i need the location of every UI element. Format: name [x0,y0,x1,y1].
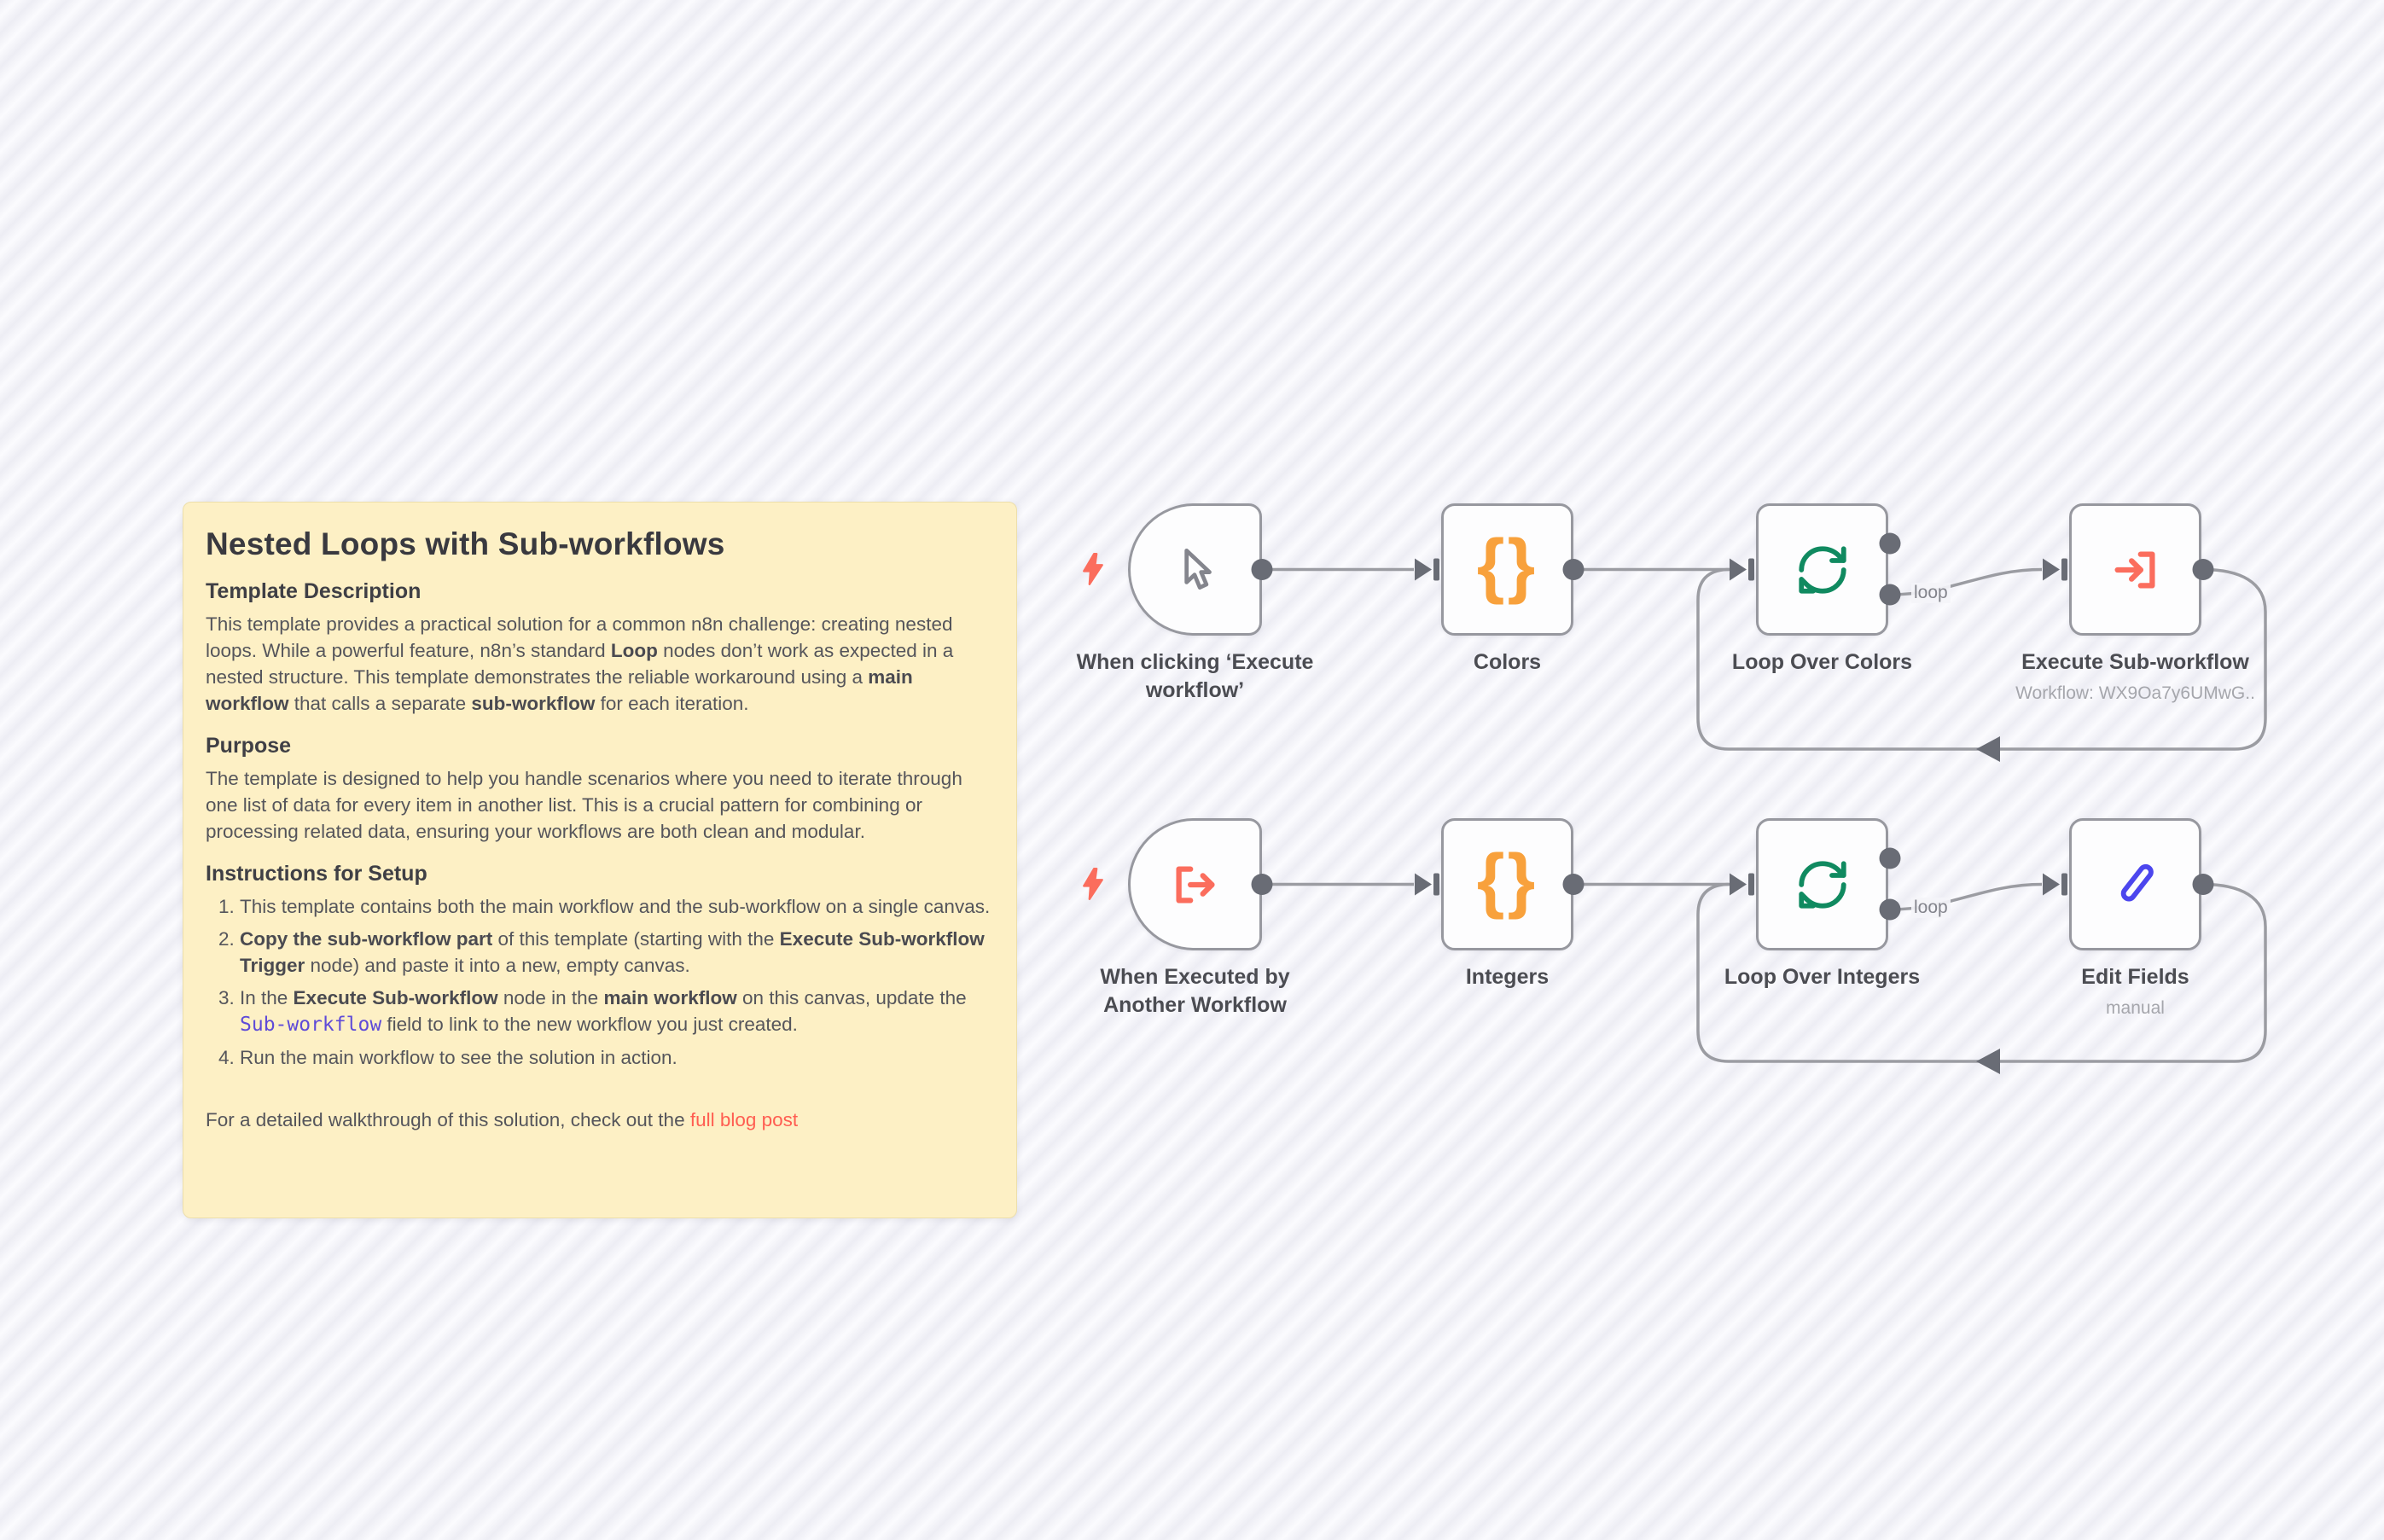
node-label: Colors [1473,650,1542,674]
node-label: Loop Over Integers [1724,965,1921,989]
execute-subworkflow-icon [2109,543,2162,596]
sticky-note-body [206,579,991,1133]
node-shape [1441,503,1573,636]
braces-icon: {} [1476,839,1538,920]
braces-icon: {} [1476,524,1538,605]
node-loop-over-integers[interactable] [1724,818,1921,989]
note-list-item: 4. Run the main workflow to see the solution in action. [240,1044,991,1071]
note-heading: Purpose [206,734,292,758]
node-shape [1756,818,1888,950]
note-list-item: 1. This template contains both the main workflow and the sub-workflow on a single canvas. [240,893,991,920]
node-edit-fields[interactable] [2069,818,2201,1018]
node-integers[interactable] [1441,818,1573,989]
sticky-note[interactable] [183,502,1017,1218]
pencil-icon [2109,858,2162,911]
node-loop-over-colors[interactable] [1731,503,1913,674]
node-manual-trigger[interactable] [1076,503,1314,702]
node-execute-subworkflow[interactable] [2015,503,2255,703]
note-paragraph: This template provides a practical solution for a common n8n challenge: creating nested loops. While a powerful feature, n8n’s standard Loop nodes don’t work as expected in a nested structure. This template demonstrates the reliable workaround using a main workflow that calls a separate sub-workflow for each iteration. [206,613,954,714]
blog-post-link[interactable]: full blog post [689,1109,799,1130]
subworkflow-trigger-icon [1169,858,1222,911]
node-subworkflow-trigger[interactable] [1100,818,1290,1017]
node-label: When clicking ‘Execute workflow’ [1076,650,1314,702]
node-label: Loop Over Colors [1731,650,1913,674]
execute-bolt-icon [1080,553,1106,585]
node-colors[interactable] [1441,503,1573,674]
node-label: When Executed by Another Workflow [1100,965,1290,1017]
node-shape [2069,818,2201,950]
note-list-item: 3. In the Execute Sub-workflow node in the main workflow on this canvas, update the Sub-workflow field to link to the new workflow you just created. [240,985,991,1038]
note-heading: Template Description [206,579,422,603]
node-sublabel: manual [2106,998,2165,1018]
loop-icon [1794,857,1851,913]
node-shape [2069,503,2201,636]
loop-icon [1794,542,1851,598]
sticky-note-title: Nested Loops with Sub-workflows [206,526,725,561]
node-label: Edit Fields manual [1974,963,2298,1022]
note-paragraph: For a detailed walkthrough of this solution, check out the full blog post [206,1109,799,1130]
loop-output-label: loop [1911,583,1951,603]
node-shape [1756,503,1888,636]
note-heading: Instructions for Setup [206,862,427,886]
node-shape [1128,818,1262,950]
node-shape [1441,818,1573,950]
note-paragraph: The template is designed to help you handle scenarios where you need to iterate through one list of data for every item in another list. This is a crucial pattern for combining or processing related data, ensuring your workflows are both clean and modular. [206,768,962,842]
node-label: Integers [1465,965,1550,989]
note-list-item: 2. Copy the sub-workflow part of this template (starting with the Execute Sub-workflow Trigger node) and paste it into a new, empty canvas. [240,926,991,979]
loop-output-label: loop [1911,898,1951,918]
cursor-icon [1167,542,1224,598]
node-label: Execute Sub-workflow Workflow: WX9Oa7y6UMwG.. [1974,648,2298,707]
execute-bolt-icon [1080,868,1106,900]
note-list [206,893,991,1071]
node-sublabel: Workflow: WX9Oa7y6UMwG.. [2015,683,2255,703]
node-shape [1128,503,1262,636]
